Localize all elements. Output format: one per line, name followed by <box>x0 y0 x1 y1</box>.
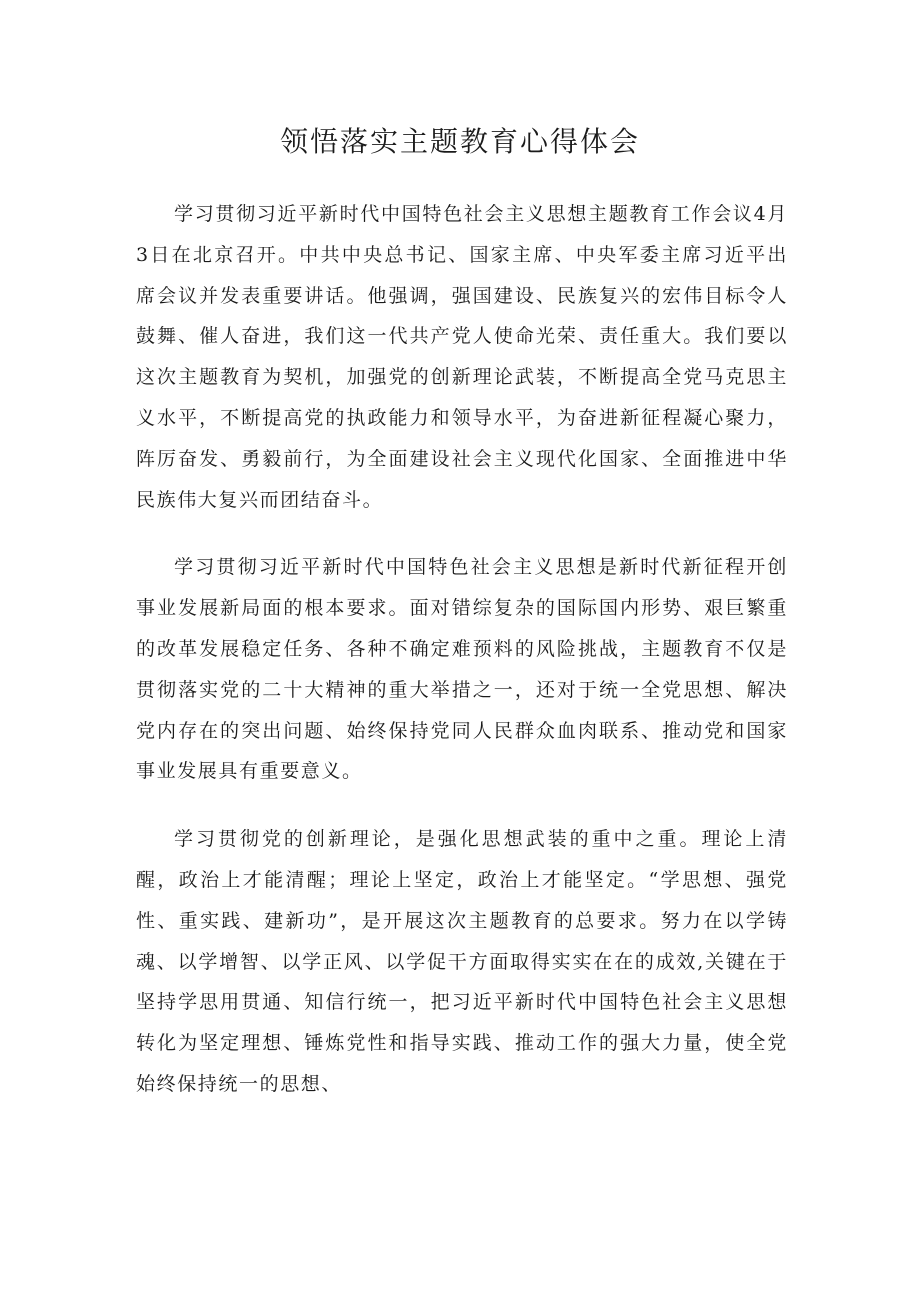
paragraph-3: 学习贯彻党的创新理论，是强化思想武装的重中之重。理论上清醒，政治上才能清醒；理论上坚定，政治上才能坚定。“学思想、强党性、重实践、建新功”，是开展这次主题教育的总要求。努力在以学铸魂、以学增智、以学正风、以学促干方面取得实实在在的成效,关键在于坚持学思用贯通、知信行统一，把习近平新时代中国特色社会主义思想转化为坚定理想、锤炼党性和指导实践、推动工作的强大力量，使全党始终保持统一的思想、 <box>136 828 788 1095</box>
paragraph-1: 学习贯彻习近平新时代中国特色社会主义思想主题教育工作会议4月3日在北京召开。中共中央总书记、国家主席、中央军委主席习近平出席会议并发表重要讲话。他强调，强国建设、民族复兴的宏伟目标令人鼓舞、催人奋进，我们这一代共产党人使命光荣、责任重大。我们要以这次主题教育为契机，加强党的创新理论武装，不断提高全党马克思主义水平，不断提高党的执政能力和领导水平，为奋进新征程凝心聚力，阵厉奋发、勇毅前行，为全面建设社会主义现代化国家、全面推进中华民族伟大复兴而团结奋斗。 <box>136 203 788 511</box>
document-body <box>136 194 788 1132</box>
paragraph-2: 学习贯彻习近平新时代中国特色社会主义思想是新时代新征程开创事业发展新局面的根本要求。面对错综复杂的国际国内形势、艰巨繁重的改革发展稳定任务、各种不确定难预料的风险挑战，主题教育不仅是贯彻落实党的二十大精神的重大举措之一，还对于统一全党思想、解决党内存在的突出问题、始终保持党同人民群众血肉联系、推动党和国家事业发展具有重要意义。 <box>136 556 788 783</box>
document-title: 领悟落实主题教育心得体会 <box>279 125 640 158</box>
